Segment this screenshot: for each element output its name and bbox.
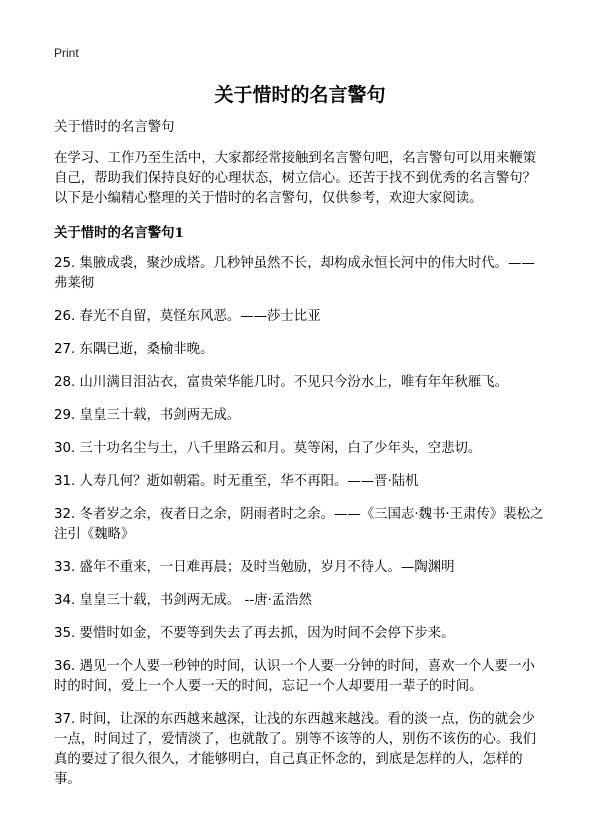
quote-item: 32. 冬者岁之余，夜者日之余，阴雨者时之余。——《三国志·魏书·王肃传》裴松之注引《魏略》 xyxy=(54,507,544,542)
quote-item: 25. 集腋成裘，聚沙成塔。几秒钟虽然不长，却构成永恒长河中的伟大时代。——弗莱彻 xyxy=(54,256,535,291)
quote-item: 34. 皇皇三十载，书剑两无成。 --唐·孟浩然 xyxy=(54,593,312,608)
quote-item: 36. 遇见一个人要一秒钟的时间，认识一个人要一分钟的时间，喜欢一个人要一小时的时间，爱上一个人要一天的时间，忘记一个人却要用一辈子的时间。 xyxy=(54,659,535,694)
intro-paragraph: 在学习、工作乃至生活中，大家都经常接触到名言警句吧，名言警句可以用来鞭策自己，帮助我们保持良好的心理状态，树立信心。还苦于找不到优秀的名言警句？以下是小编精心整理的关于惜时的名言警句，仅供参考，欢迎大家阅读。 xyxy=(54,151,537,206)
quote-item: 35. 要惜时如金，不要等到失去了再去抓，因为时间不会停下步来。 xyxy=(54,626,455,641)
quote-item: 33. 盛年不重来，一日难再晨；及时当勉励，岁月不待人。—陶渊明 xyxy=(54,560,455,575)
quote-item: 27. 东隅已逝，桑榆非晚。 xyxy=(54,342,214,357)
quote-item: 28. 山川满目泪沾衣，富贵荣华能几时。不见只今汾水上，唯有年年秋雁飞。 xyxy=(54,375,509,390)
quote-item: 26. 春光不自留，莫怪东风恶。——莎士比亚 xyxy=(54,309,321,324)
page-title: 关于惜时的名言警句 xyxy=(214,84,386,106)
article-subtitle: 关于惜时的名言警句 xyxy=(54,120,175,135)
quote-item: 37. 时间，让深的东西越来越深，让浅的东西越来越浅。看的淡一点，伤的就会少一点，时间过了，爱情淡了，也就散了。别等不该等的人，别伤不该伤的心。我们真的要过了很久很久，才能够明白，自己真正怀念的，到底是怎样的人，怎样的事。 xyxy=(54,712,537,787)
article-body xyxy=(54,118,546,803)
quote-item: 30. 三十功名尘与土，八千里路云和月。莫等闲，白了少年头，空悲切。 xyxy=(54,441,482,456)
section-heading: 关于惜时的名言警句1 xyxy=(54,225,184,241)
quote-item: 29. 皇皇三十载，书剑两无成。 xyxy=(54,408,241,423)
quote-item: 31. 人寿几何？逝如朝霜。时无重至，华不再阳。——晋·陆机 xyxy=(54,474,419,489)
print-link[interactable]: Print xyxy=(54,46,79,60)
